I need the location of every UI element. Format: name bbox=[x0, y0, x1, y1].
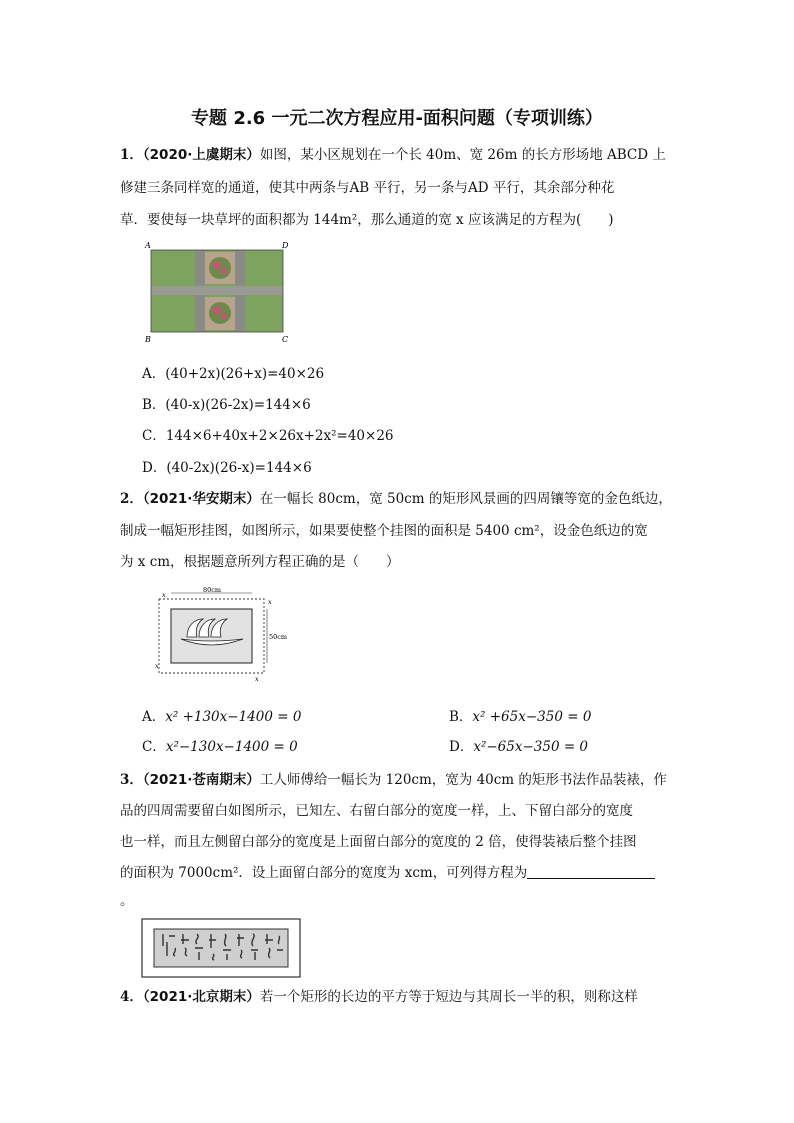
q1-option-a: A．(40+2x)(26+x)=40×26 bbox=[142, 366, 325, 382]
q2-option-b-expr: x² +65x−350 = 0 bbox=[472, 709, 592, 725]
q3-line-4 bbox=[120, 864, 655, 882]
q1-option-c: C．144×6+40x+2×26x+2x²=40×26 bbox=[142, 428, 394, 444]
q1-label-d: D bbox=[282, 241, 289, 250]
q1-road-horizontal bbox=[151, 286, 283, 295]
q1-line-2: 修建三条同样宽的通道，使其中两条与AB 平行，另一条与AD 平行，其余部分种花 bbox=[120, 180, 615, 196]
q4-source: （2021·北京期末） bbox=[142, 989, 260, 1005]
q2-line-2: 制成一幅矩形挂图，如图所示，如果要使整个挂图的面积是 5400 cm²，设金色纸边的宽 bbox=[120, 523, 648, 539]
q1-flower-bottom bbox=[209, 302, 231, 324]
q2-label-x-bottom: x bbox=[255, 675, 259, 683]
q2-label-x-top: x bbox=[162, 591, 166, 599]
q1-option-d: D．(40-2x)(26-x)=144×6 bbox=[142, 460, 312, 476]
q3-calligraphy-figure bbox=[141, 918, 301, 980]
q1-label-c: C bbox=[282, 335, 289, 344]
q2-option-a bbox=[142, 708, 301, 726]
q1-label-b: B bbox=[145, 335, 151, 344]
q3-source: （2021·苍南期末） bbox=[142, 772, 260, 788]
q2-option-d-expr: x²−65x−350 = 0 bbox=[473, 739, 589, 755]
q2-line-3: 为 x cm，根据题意所列方程正确的是（ ） bbox=[120, 554, 400, 570]
q3-answer-blank bbox=[527, 864, 655, 879]
q4-number: 4． bbox=[120, 989, 143, 1005]
q3-line-1 bbox=[120, 771, 667, 789]
q2-option-c-label: C． bbox=[142, 739, 166, 755]
q1-flower-top bbox=[209, 257, 231, 279]
q2-label-x-right: x bbox=[268, 598, 272, 606]
q2-option-c bbox=[142, 738, 298, 756]
q3-number: 3． bbox=[120, 772, 143, 788]
q2-option-d bbox=[449, 738, 588, 756]
q2-frame-figure bbox=[147, 585, 292, 685]
q2-label-width: 80cm bbox=[203, 586, 222, 594]
q2-option-a-expr: x² +130x−1400 = 0 bbox=[165, 709, 302, 725]
q1-line-1 bbox=[120, 146, 666, 164]
q4-line-1 bbox=[120, 988, 638, 1006]
q3-calligraphy-work bbox=[154, 929, 288, 967]
q3-line-5: 。 bbox=[120, 893, 134, 909]
q2-option-b bbox=[449, 708, 591, 726]
q1-source: （2020·上虞期末） bbox=[142, 147, 260, 163]
q2-number: 2． bbox=[120, 491, 143, 507]
q2-label-x-left: x bbox=[155, 662, 159, 670]
q2-line-1 bbox=[120, 490, 672, 508]
q2-option-c-expr: x²−130x−1400 = 0 bbox=[165, 739, 298, 755]
q1-option-b: B．(40-x)(26-2x)=144×6 bbox=[142, 397, 311, 413]
q2-source: （2021·华安期末） bbox=[142, 491, 260, 507]
q4-text-1: 若一个矩形的长边的平方等于短边与其周长一半的积，则称这样 bbox=[259, 989, 638, 1005]
q3-text-4: 的面积为 7000cm²．设上面留白部分的宽度为 xcm，可列得方程为 bbox=[120, 865, 528, 881]
q1-text-1: 如图，某小区规划在一个长 40m、宽 26m 的长方形场地 ABCD 上 bbox=[259, 147, 666, 163]
page-title: 专题 2.6 一元二次方程应用-面积问题（专项训练） bbox=[191, 108, 603, 129]
q2-option-b-label: B． bbox=[449, 709, 473, 725]
q1-field-figure bbox=[143, 240, 291, 344]
q2-option-d-label: D． bbox=[449, 739, 474, 755]
q2-label-height: 50cm bbox=[269, 633, 288, 641]
q3-text-1: 工人师傅给一幅长为 120cm，宽为 40cm 的矩形书法作品装裱，作 bbox=[259, 772, 667, 788]
q1-label-a: A bbox=[145, 241, 151, 250]
q3-line-3: 也一样，而且左侧留白部分的宽度是上面留白部分的宽度的 2 倍，使得装裱后整个挂图 bbox=[120, 834, 637, 850]
q2-text-1: 在一幅长 80cm，宽 50cm 的矩形风景画的四周镶等宽的金色纸边， bbox=[259, 491, 672, 507]
q1-number: 1． bbox=[120, 147, 143, 163]
q2-option-a-label: A． bbox=[142, 709, 166, 725]
q1-line-3: 草．要使每一块草坪的面积都为 144m²，那么通道的宽 x 应该满足的方程为( ) bbox=[120, 212, 614, 228]
q3-line-2: 品的四周需要留白如图所示，已知左、右留白部分的宽度一样，上、下留白部分的宽度 bbox=[120, 803, 633, 819]
